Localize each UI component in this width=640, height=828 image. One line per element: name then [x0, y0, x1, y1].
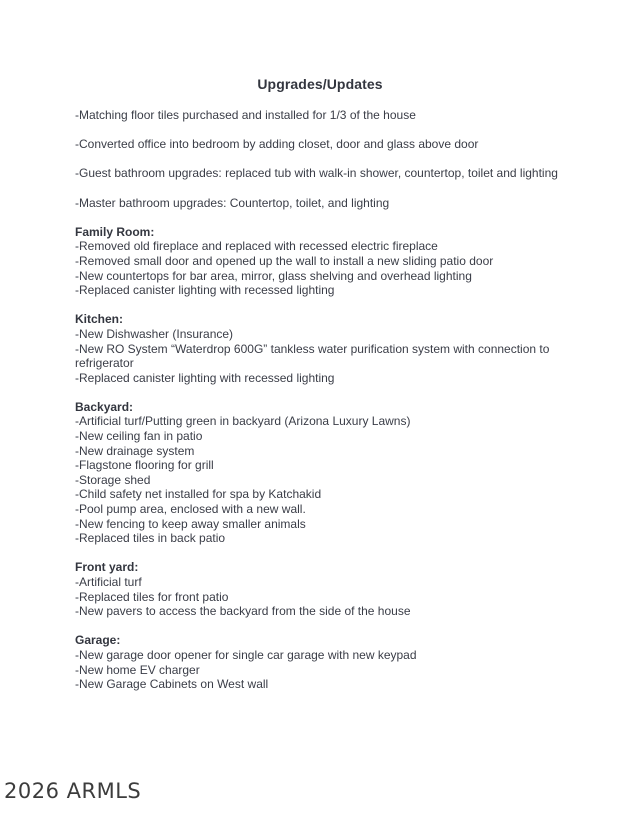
- section-front-yard: [75, 560, 575, 618]
- section-heading: Backyard:: [75, 399, 134, 414]
- list-item: -Artificial turf/Putting green in backyard (Arizona Luxury Lawns): [75, 414, 411, 429]
- section-heading: Kitchen:: [75, 312, 123, 327]
- list-item: -New pavers to access the backyard from the side of the house: [75, 604, 411, 619]
- list-item: -Artificial turf: [75, 575, 142, 589]
- list-item: -Replaced tiles for front patio: [75, 589, 229, 604]
- section-heading: Family Room:: [75, 224, 155, 239]
- section-list: [75, 648, 575, 692]
- copyright-footer: 2026 ARMLS: [4, 779, 142, 803]
- list-item: -Replaced canister lighting with recessed lighting: [75, 370, 335, 385]
- section-family-room: [75, 225, 575, 298]
- list-item: -New Dishwasher (Insurance): [75, 326, 234, 341]
- paragraph-master-bathroom: -Master bathroom upgrades: Countertop, toilet, and lighting: [75, 195, 390, 210]
- list-item: -Replaced canister lighting with recessed lighting: [75, 283, 335, 298]
- list-item: -New garage door opener for single car garage with new keypad: [75, 647, 417, 662]
- list-item: -New ceiling fan in patio: [75, 429, 203, 444]
- list-item: -New fencing to keep away smaller animals: [75, 516, 306, 531]
- list-item: -New home EV charger: [75, 662, 200, 677]
- list-item: -Flagstone flooring for grill: [75, 458, 214, 473]
- section-backyard: [75, 400, 575, 546]
- list-item: -Removed small door and opened up the wall to install a new sliding patio door: [75, 253, 494, 268]
- paragraph-office-bedroom: -Converted office into bedroom by adding closet, door and glass above door: [75, 137, 479, 152]
- list-item: -New RO System “Waterdrop 600G” tankless water purification system with connection to refrigerator: [75, 341, 550, 371]
- section-garage: [75, 633, 575, 691]
- paragraph-guest-bathroom: -Guest bathroom upgrades: replaced tub with walk-in shower, countertop, toilet and lighting: [75, 166, 558, 181]
- list-item: -New drainage system: [75, 443, 195, 458]
- list-item: -New countertops for bar area, mirror, glass shelving and overhead lighting: [75, 268, 472, 283]
- paragraph-floor-tiles: -Matching floor tiles purchased and installed for 1/3 of the house: [75, 108, 416, 122]
- document-title: Upgrades/Updates: [257, 76, 383, 92]
- list-item: -Replaced tiles in back patio: [75, 531, 226, 546]
- list-item: -New Garage Cabinets on West wall: [75, 677, 269, 692]
- section-heading: Garage:: [75, 633, 121, 648]
- section-list: [75, 239, 575, 297]
- document-body: [75, 108, 575, 706]
- list-item: -Child safety net installed for spa by Katchakid: [75, 487, 322, 502]
- section-list: [75, 414, 575, 545]
- section-list: [75, 575, 575, 619]
- section-kitchen: [75, 312, 575, 385]
- section-heading: Front yard:: [75, 560, 139, 575]
- list-item: -Pool pump area, enclosed with a new wall.: [75, 502, 306, 517]
- list-item: -Storage shed: [75, 472, 151, 487]
- list-item: -Removed old fireplace and replaced with recessed electric fireplace: [75, 239, 438, 254]
- section-list: [75, 327, 575, 385]
